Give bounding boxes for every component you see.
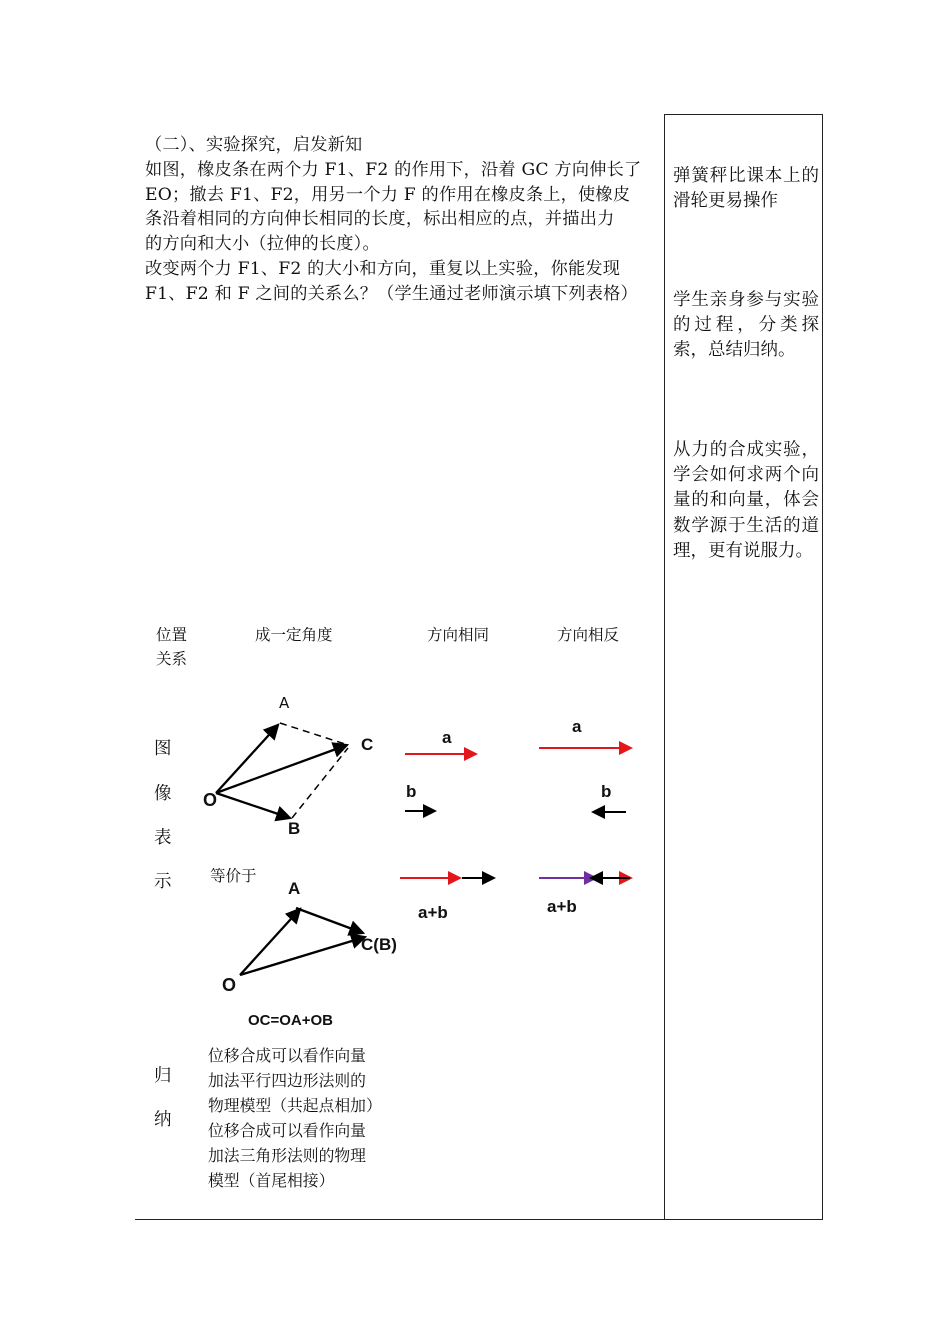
dashed-bc xyxy=(292,748,348,818)
label-triangle-o: O xyxy=(222,975,237,995)
side-note-1: 弹簧秤比课本上的滑轮更易操作 xyxy=(673,166,819,212)
row-label-char: 归 xyxy=(154,1066,172,1086)
summary-line: 加法平行四边形法则的 xyxy=(208,1071,366,1090)
summary-line: 加法三角形法则的物理 xyxy=(208,1146,366,1165)
paragraph-line: 条沿着相同的方向伸长相同的长度，标出相应的点，并描出力 xyxy=(145,209,615,230)
col-header-same-direction: 方向相同 xyxy=(427,626,490,644)
side-note-2: 学生亲身参与实验的过程，分类探索，总结归纳。 xyxy=(673,290,819,361)
label-point-a: A xyxy=(279,694,290,712)
label-triangle-cb: C(B) xyxy=(361,935,397,954)
col-header-opposite-direction: 方向相反 xyxy=(557,626,620,644)
paragraph-line: 的方向和大小（拉伸的长度）。 xyxy=(145,234,380,255)
paragraph-line: 改变两个力 F1、F2 的大小和方向，重复以上实验，你能发现 xyxy=(145,258,621,279)
summary-line: 位移合成可以看作向量 xyxy=(208,1121,366,1140)
label-triangle-a: A xyxy=(288,879,301,898)
triangle-diagram xyxy=(240,908,365,975)
opposite-direction-diagram xyxy=(539,748,631,878)
row-header-line: 位置 xyxy=(156,626,188,644)
paragraph-line: 如图，橡皮条在两个力 F1、F2 的作用下，沿着 GC 方向伸长了 xyxy=(145,159,642,180)
label-sum-same: a+b xyxy=(418,903,448,922)
equivalent-label: 等价于 xyxy=(210,867,257,885)
label-vector-a-opposite: a xyxy=(572,717,582,736)
label-vector-a-same: a xyxy=(442,728,452,747)
dashed-ac xyxy=(280,723,348,745)
label-point-c: C xyxy=(361,735,374,754)
row-label-char: 图 xyxy=(154,739,172,759)
label-point-b: B xyxy=(288,819,301,838)
paragraph-line: F1、F2 和 F 之间的关系么？（学生通过老师演示填下列表格） xyxy=(145,283,638,304)
paragraph-line: EO；撤去 F1、F2，用另一个力 F 的作用在橡皮条上，使橡皮 xyxy=(145,184,631,205)
row-label-char: 示 xyxy=(154,872,172,892)
label-point-o: O xyxy=(203,790,218,810)
summary-line: 模型（首尾相接） xyxy=(208,1171,335,1190)
col-header-angle: 成一定角度 xyxy=(255,626,333,644)
row-label-char: 表 xyxy=(154,828,172,848)
row-label-char: 像 xyxy=(154,784,172,804)
summary-text xyxy=(208,1043,398,1193)
section-heading: （二）、实验探究，启发新知 xyxy=(145,135,363,155)
side-note-3: 从力的合成实验，学会如何求两个向量的和向量，体会数学源于生活的道理，更有说服力。 xyxy=(673,440,819,561)
summary-line: 物理模型（共起点相加） xyxy=(208,1096,382,1115)
vector-oc xyxy=(216,745,347,793)
vector-ac-triangle xyxy=(296,908,363,933)
label-vector-b-same: b xyxy=(406,782,417,801)
formula-label: OC=OA+OB xyxy=(248,1012,334,1029)
vector-ob xyxy=(216,793,290,818)
same-direction-diagram xyxy=(400,754,494,878)
label-vector-b-opposite: b xyxy=(601,782,612,801)
label-sum-opposite: a+b xyxy=(547,897,577,916)
row-header-line: 关系 xyxy=(156,650,188,668)
parallelogram-diagram xyxy=(216,723,348,818)
summary-line: 位移合成可以看作向量 xyxy=(208,1046,366,1065)
row-label-char: 纳 xyxy=(154,1110,172,1130)
